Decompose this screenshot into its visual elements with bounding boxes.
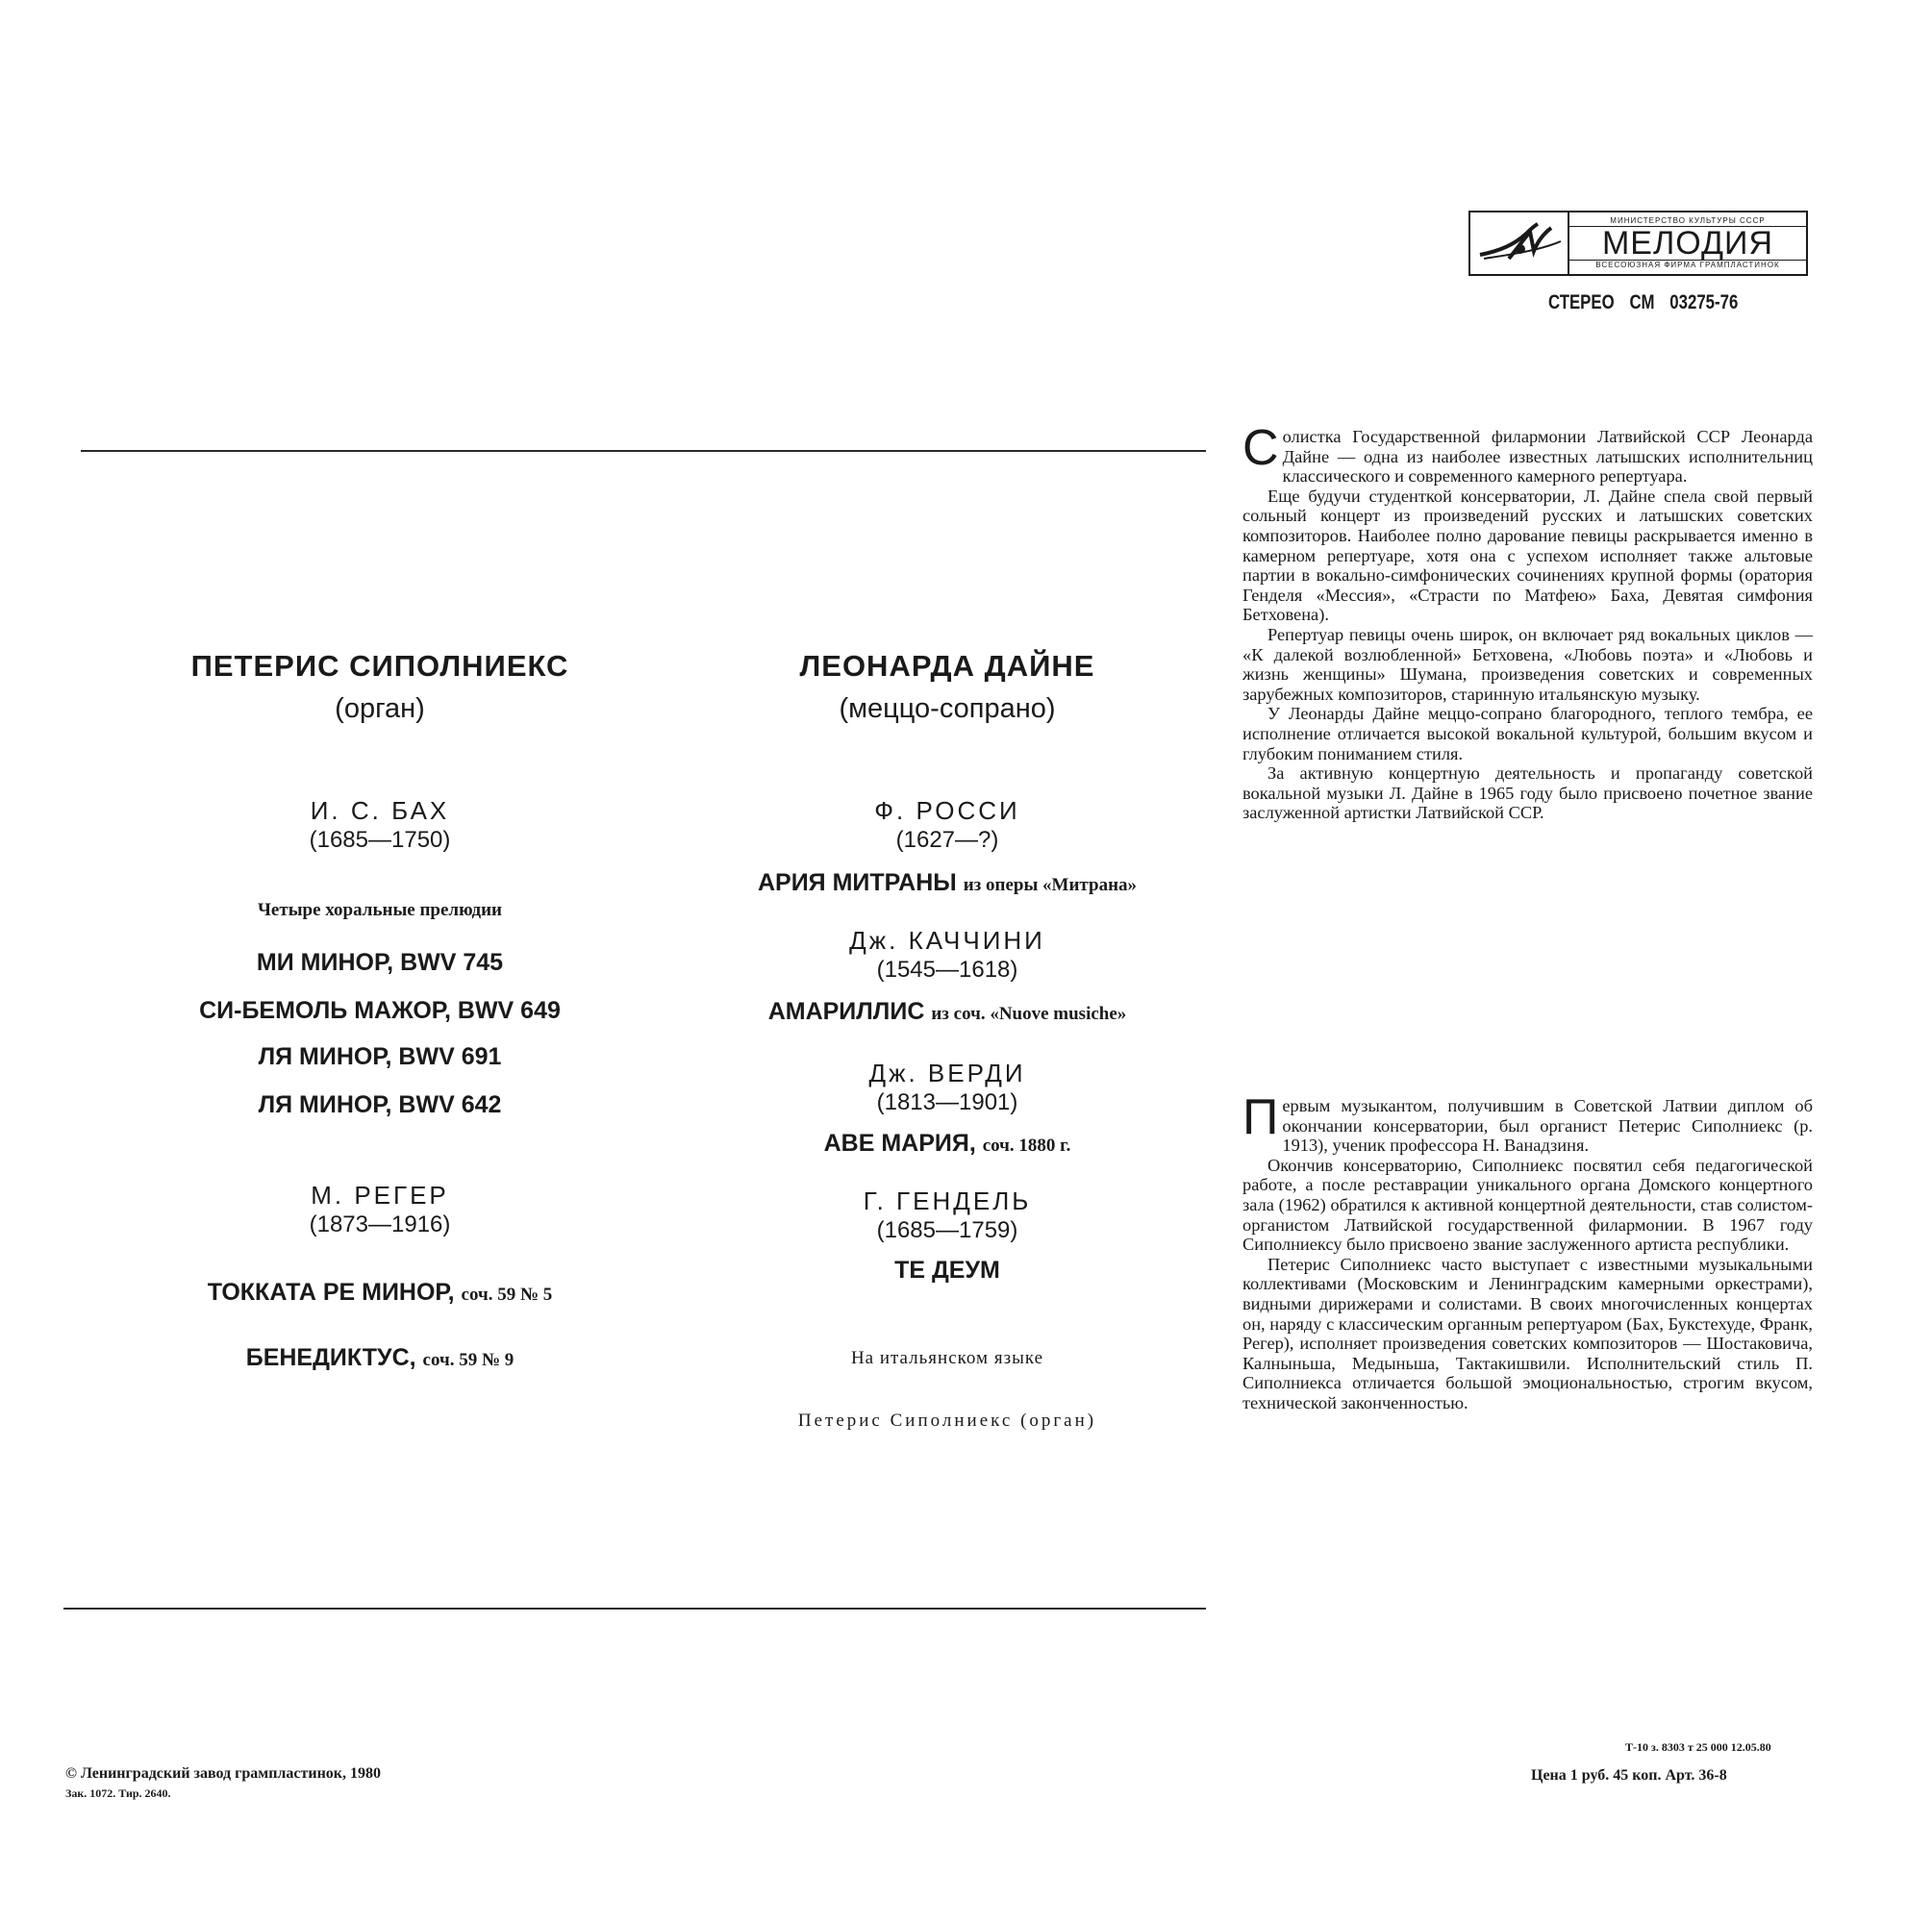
article-sipolnieks [1242,1089,1813,1413]
reger-block [125,1181,635,1238]
performer-name-organ: ПЕТЕРИС СИПОЛНИЕКС [190,649,569,683]
article-paragraph: Петерис Сиполниекс часто выступает с известными музыкальными коллективами (Московским и Ленинградским камерными оркестрами), видными дирижерами и солистами. В своих многочисленных концертах он, наряду с классическим органным репертуаром (Бах, Букстехуде, Франк, Регер), исполняет произведения советских композиторов — Шостаковича, Калныньша, Медыньша, Тактакишвили. Исполнительский стиль П. Сиполниекса отличается большой эмоциональностью, строгим вкусом, технической законченностью. [1242,1254,1813,1412]
work-title: ТЕ ДЕУМ [894,1257,1000,1284]
work-item: МИ МИНОР, BWV 745 [256,949,504,976]
work-title: ТОККАТА РЕ МИНОР, [207,1279,455,1306]
composer: Дж. КАЧЧИНИ [849,926,1045,955]
composer-reger: М. РЕГЕР [311,1181,449,1210]
language-note: На итальянском языке [850,1348,1044,1368]
work-note: из оперы «Митрана» [963,875,1138,895]
composer: Ф. РОССИ [874,796,1020,825]
dates: (1627—?) [895,827,999,853]
catalog-number: СТЕРЕО СМ 03275-76 [1548,291,1739,313]
work-title: АВЕ МАРИЯ, [823,1130,976,1157]
logo-brand: МЕЛОДИЯ [1601,225,1774,262]
print-code: Т-10 з. 8303 т 25 000 12.05.80 [1625,1740,1771,1754]
article-paragraph: За активную концертную деятельность и пропаганду советской вокальной музыки Л. Дайне в 1965 году было присвоено почетное звание заслуженной артистки Латвийской ССР. [1242,763,1813,823]
dates-bach: (1685—1750) [309,827,451,853]
bottom-divider [63,1608,1206,1610]
left-column [125,649,635,725]
work-item [692,1257,1202,1285]
work-title: АРИЯ МИТРАНЫ [757,869,957,896]
paragraph-text: олистка Государственной филармонии Латвийской ССР Леонарда Дайне — одна из наиболее известных латышских исполнительниц классического и современного камерного репертуара. [1282,427,1813,487]
print-order: Зак. 1072. Тир. 2640. [65,1786,171,1800]
piece-block [692,926,1202,984]
work-benedictus [125,1344,635,1372]
paragraph-text: ервым музыкантом, получившим в Советской Латвии диплом об окончании консерватории, был органист Петерис Сиполниекс (р. 1913), ученик профессора Н. Ванадзиня. [1282,1096,1813,1156]
dates: (1685—1759) [876,1217,1018,1243]
dropcap: П [1242,1089,1279,1145]
work-item [692,869,1202,897]
work-title: БЕНЕДИКТУС, [245,1344,416,1371]
composer-bach: И. С. БАХ [310,796,450,825]
article-paragraph: Окончив консерваторию, Сиполниекс посвятил себя педагогической работе, а после реставрации уникального органа Домского концертного зала (1962) обратился к активной концертной деятельности, став солистом-органистом Латвийской государственной филармонии. В 1967 году Сиполниексу было присвоено звание заслуженного артиста республики. [1242,1155,1813,1255]
chorale-preludes-heading: Четыре хоральные прелюдии [257,900,503,920]
melodiya-emblem-icon [1470,212,1569,274]
work-item [692,1130,1202,1158]
price: Цена 1 руб. 45 коп. Арт. 36-8 [1531,1767,1727,1784]
piece-block [692,1059,1202,1116]
dates: (1813—1901) [876,1089,1018,1115]
dates-reger: (1873—1916) [309,1211,451,1237]
work-opus: соч. 59 № 5 [461,1285,553,1305]
logo-firm: ВСЕСОЮЗНАЯ ФИРМА ГРАМПЛАСТИНОК [1569,260,1806,269]
dates: (1545—1618) [876,957,1018,983]
piece-block [692,1186,1202,1244]
piece-block [692,796,1202,854]
performer-role: (орган) [335,693,425,724]
work-note: соч. 1880 г. [982,1136,1071,1156]
article-paragraph [1242,1089,1813,1156]
top-divider [81,450,1206,452]
work-item [692,998,1202,1026]
article-paragraph: Еще будучи студенткой консерватории, Л. Дайне спела свой первый сольный концерт из произведений русских и латышских советских композиторов. Наиболее полно дарование певицы раскрывается именно в камерном репертуаре, хотя она с успехом исполняет также альтовые партии в вокально-симфонических сочинениях крупной формы (оратория Генделя «Мессия», «Страсти по Матфею» Баха, Девятая симфония Бетховена). [1242,486,1813,625]
work-toccata [125,1279,635,1307]
composer: Г. ГЕНДЕЛЬ [863,1186,1032,1215]
right-column [692,649,1202,725]
copyright: © Ленинградский завод грампластинок, 1980 [65,1765,382,1782]
article-daine [1242,420,1813,823]
work-note: из соч. «Nuove musiche» [931,1004,1127,1024]
article-paragraph: У Леонарды Дайне меццо-сопрано благородного, теплого тембра, ее исполнение отличается высокой вокальной культурой, большим вкусом и глубоким пониманием стиля. [1242,704,1813,763]
performer-name-mezzo: ЛЕОНАРДА ДАЙНЕ [799,649,1095,683]
work-title: АМАРИЛЛИС [767,998,925,1025]
bach-block [125,796,635,854]
dropcap: С [1242,420,1279,476]
logo-ministry: МИНИСТЕРСТВО КУЛЬТУРЫ СССР [1569,216,1806,227]
performer-role: (меццо-сопрано) [839,693,1056,724]
accompanist: Петерис Сиполниекс (орган) [797,1411,1097,1431]
article-paragraph: Репертуар певицы очень широк, он включает ряд вокальных циклов — «К далекой возлюбленной» Бетховена, «Любовь поэта» и «Любовь и жизнь женщины» Шумана, произведения советских и современных зарубежных композиторов, старинную итальянскую музыку. [1242,624,1813,704]
work-item: ЛЯ МИНОР, BWV 691 [258,1043,502,1070]
work-opus: соч. 59 № 9 [422,1350,514,1370]
article-paragraph [1242,420,1813,487]
work-item: СИ-БЕМОЛЬ МАЖОР, BWV 649 [199,997,561,1024]
composer: Дж. ВЕРДИ [868,1059,1026,1087]
work-item: ЛЯ МИНОР, BWV 642 [258,1091,502,1118]
melodiya-logo [1468,211,1808,276]
